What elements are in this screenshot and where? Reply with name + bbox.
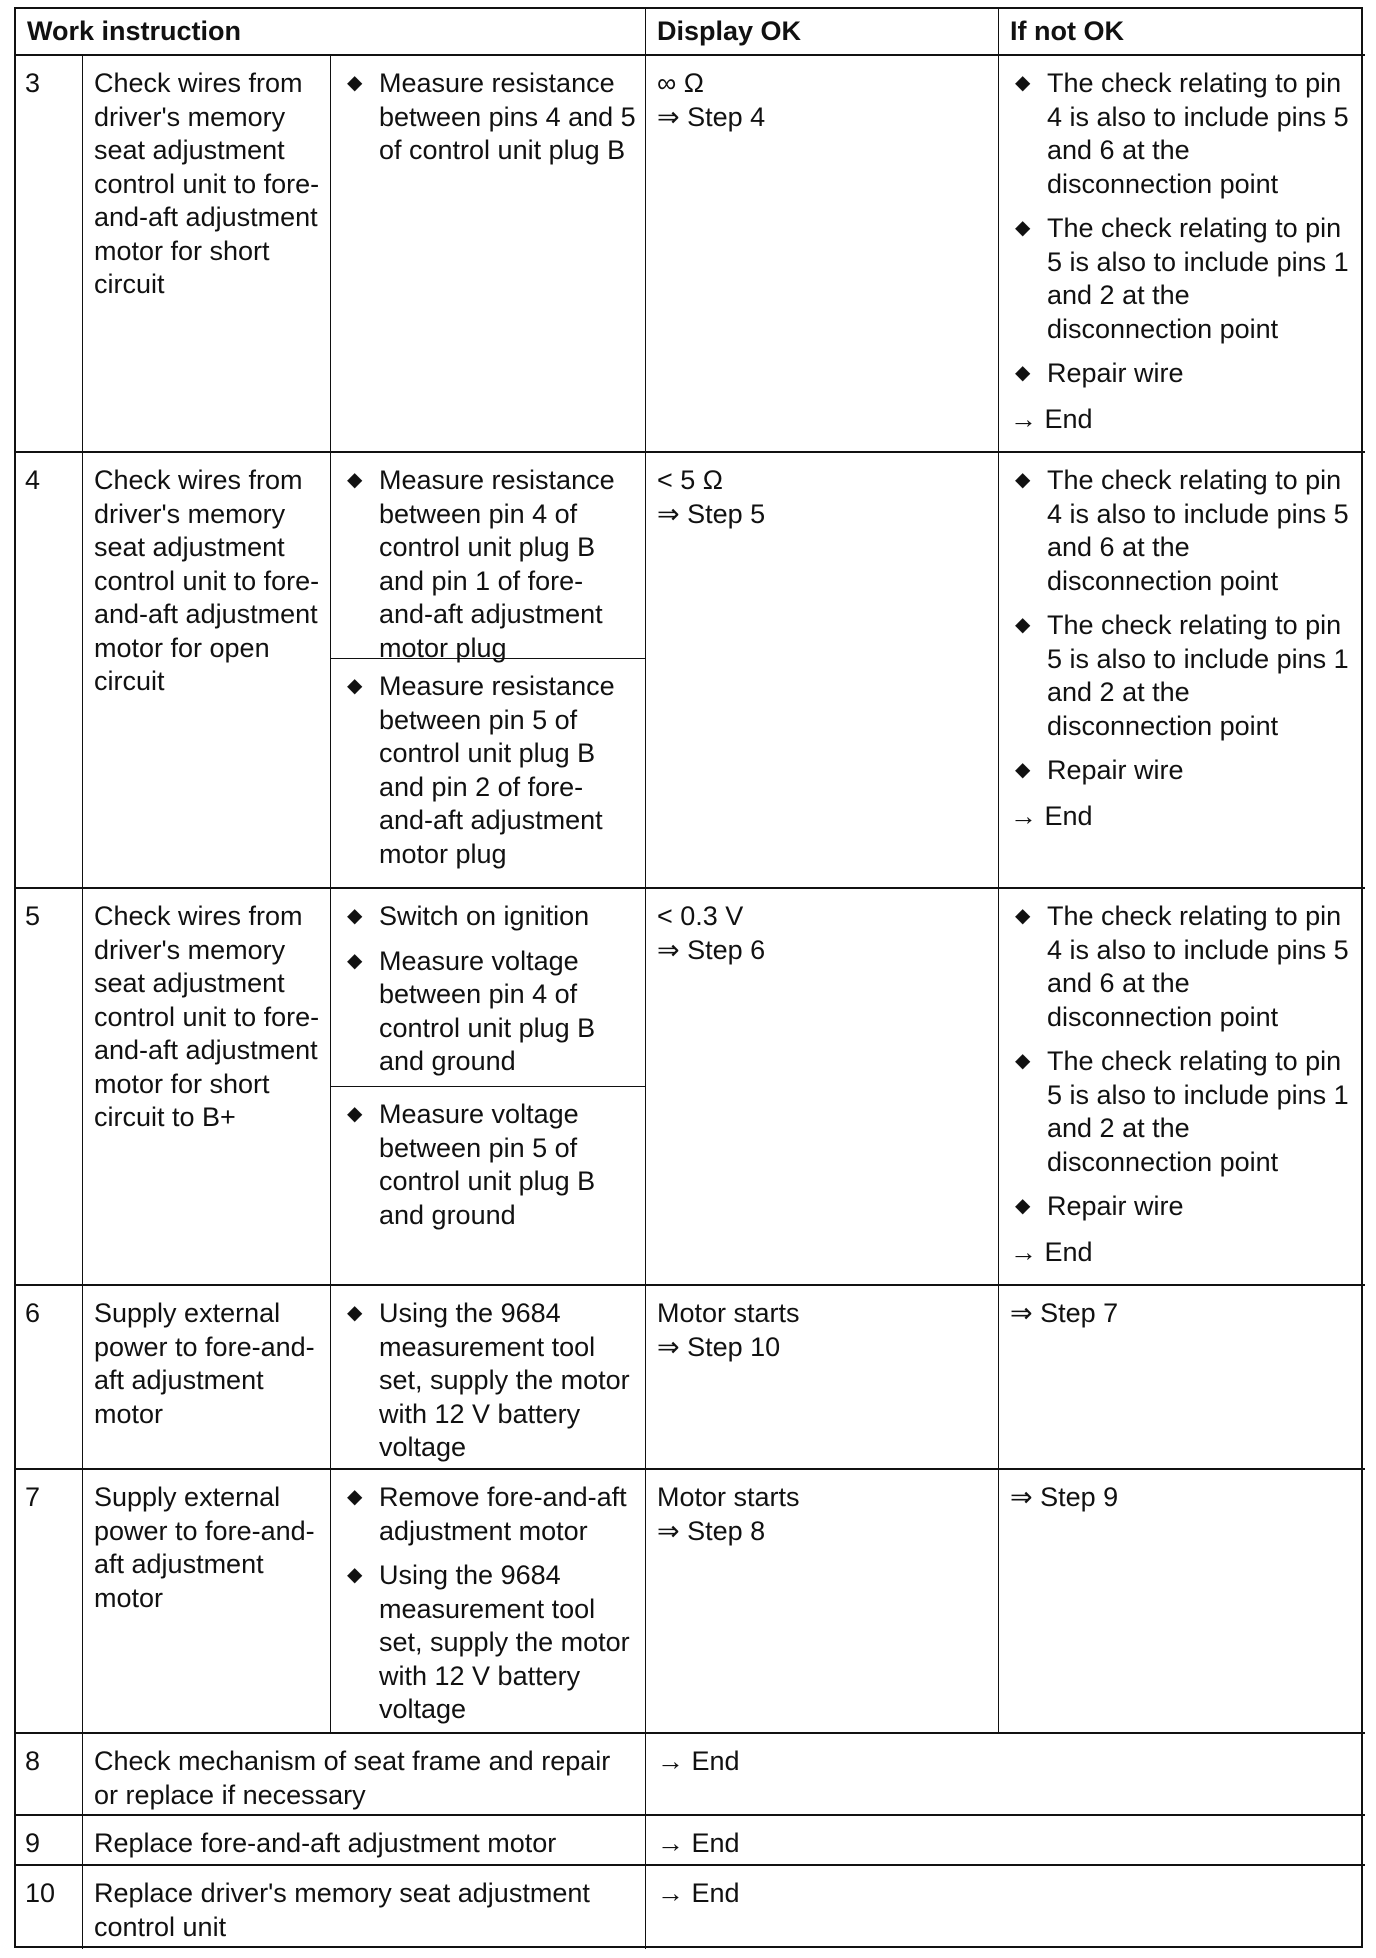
if-not-ok — [999, 889, 1365, 1286]
not-ok-next-step: ⇒ Step 7 — [1010, 1298, 1119, 1328]
end-text: → End — [1010, 1236, 1093, 1267]
step-number — [16, 1286, 83, 1470]
measurement-stack — [331, 56, 645, 451]
measurement-cell — [331, 56, 646, 453]
header-work-instruction — [16, 9, 646, 56]
bullet-text: Remove fore-and-aft adjustment motor — [379, 1482, 627, 1546]
bullet-text: Using the 9684 measurement tool set, supply the motor with 12 V battery voltage — [379, 1560, 630, 1724]
measurement-stack — [331, 889, 645, 1284]
diamond-bullet-icon: ◆ — [1015, 217, 1031, 239]
bullet-item — [342, 1098, 637, 1232]
measurement-group — [331, 889, 645, 1086]
bullet-text: The check relating to pin 4 is also to include pins 5 and 6 at the disconnection point — [1047, 901, 1349, 1032]
result — [646, 1816, 1365, 1866]
diamond-bullet-icon: ◆ — [347, 469, 363, 491]
display-ok — [646, 1470, 999, 1734]
not-ok-next-step: ⇒ Step 9 — [1010, 1482, 1119, 1512]
measurement-group — [331, 1286, 645, 1468]
bullet-text: Switch on ignition — [379, 901, 590, 931]
bullet-list — [342, 900, 637, 1079]
diamond-bullet-icon: ◆ — [347, 1302, 363, 1324]
bullet-item — [342, 945, 637, 1079]
measurement-group — [331, 1470, 645, 1732]
end-text: → End — [1010, 800, 1093, 831]
task-text: Check wires from driver's memory seat adjustment control unit to fore-and-aft adjustment motor for short circuit to B+ — [94, 901, 320, 1132]
diamond-bullet-icon: ◆ — [347, 675, 363, 697]
diamond-bullet-icon: ◆ — [1015, 905, 1031, 927]
measurement-group — [331, 658, 645, 887]
diamond-bullet-icon: ◆ — [1015, 72, 1031, 94]
measurement-group — [331, 1086, 645, 1284]
bullet-list — [342, 67, 637, 168]
diamond-bullet-icon: ◆ — [1015, 469, 1031, 491]
bullet-item — [342, 1559, 637, 1727]
ok-value: Motor starts — [657, 1482, 800, 1512]
step-number-text: 4 — [25, 465, 41, 495]
diamond-bullet-icon: ◆ — [1015, 1050, 1031, 1072]
bullet-text: Measure voltage between pin 4 of control unit plug B and ground — [379, 945, 596, 1076]
bullet-item — [1010, 357, 1355, 391]
bullet-text: The check relating to pin 4 is also to include pins 5 and 6 at the disconnection point — [1047, 465, 1349, 596]
bullet-item — [1010, 1045, 1355, 1179]
step-number — [16, 453, 83, 889]
bullet-list — [1010, 464, 1355, 788]
bullet-text: The check relating to pin 4 is also to include pins 5 and 6 at the disconnection point — [1047, 68, 1349, 199]
step-number-text: 6 — [25, 1298, 41, 1328]
task-text: Supply external power to fore-and-aft adjustment motor — [94, 1298, 315, 1429]
if-not-ok — [999, 1470, 1365, 1734]
diamond-bullet-icon: ◆ — [347, 72, 363, 94]
bullet-text: Measure resistance between pin 4 of control unit plug B and pin 1 of fore-and-aft adjustment motor plug — [379, 465, 615, 663]
task-description — [83, 889, 331, 1286]
task-description — [83, 56, 331, 453]
diamond-bullet-icon: ◆ — [347, 949, 363, 972]
step-number — [16, 1816, 83, 1866]
header-label: Display OK — [657, 16, 802, 46]
diamond-bullet-icon: ◆ — [347, 1486, 363, 1508]
diamond-bullet-icon: ◆ — [347, 1103, 363, 1125]
bullet-text: Measure voltage between pin 5 of control unit plug B and ground — [379, 1099, 596, 1230]
task-description — [83, 1470, 331, 1734]
task-text: Replace fore-and-aft adjustment motor — [94, 1828, 557, 1858]
bullet-list — [342, 464, 637, 665]
step-number-text: 7 — [25, 1482, 41, 1512]
task-description — [83, 1286, 331, 1470]
bullet-item — [1010, 1190, 1355, 1224]
result-text: → End — [657, 1878, 740, 1908]
measurement-cell — [331, 889, 646, 1286]
task-description — [83, 453, 331, 889]
ok-next-step: ⇒ Step 10 — [657, 1331, 781, 1362]
step-number — [16, 889, 83, 1286]
bullet-item — [1010, 464, 1355, 598]
measurement-stack — [331, 453, 645, 887]
display-ok — [646, 889, 999, 1286]
display-ok — [646, 56, 999, 453]
bullet-list — [342, 1481, 637, 1727]
bullet-text: Repair wire — [1047, 358, 1184, 388]
work-instruction-table — [14, 7, 1363, 1948]
bullet-list — [342, 670, 637, 871]
bullet-text: Measure resistance between pins 4 and 5 of control unit plug B — [379, 68, 636, 165]
bullet-item — [342, 670, 637, 871]
bullet-item — [342, 1297, 637, 1465]
bullet-text: Repair wire — [1047, 755, 1184, 785]
measurement-group — [331, 56, 645, 451]
bullet-list — [342, 1297, 637, 1465]
bullet-text: Repair wire — [1047, 1191, 1184, 1221]
header-label: If not OK — [1010, 16, 1124, 46]
ok-next-step: ⇒ Step 5 — [657, 498, 766, 529]
if-not-ok — [999, 453, 1365, 889]
result — [646, 1866, 1365, 1949]
ok-value: < 5 Ω — [657, 465, 723, 495]
bullet-item — [1010, 900, 1355, 1034]
step-number — [16, 1866, 83, 1949]
result-text: → End — [657, 1828, 740, 1858]
step-number-text: 10 — [25, 1878, 56, 1908]
task-text: Supply external power to fore-and-aft adjustment motor — [94, 1482, 315, 1613]
bullet-item — [342, 1481, 637, 1548]
step-number — [16, 56, 83, 453]
measurement-stack — [331, 1286, 645, 1468]
bullet-text: Using the 9684 measurement tool set, supply the motor with 12 V battery voltage — [379, 1298, 630, 1462]
bullet-list — [342, 1098, 637, 1232]
bullet-list — [1010, 67, 1355, 391]
bullet-item — [342, 464, 637, 665]
step-number — [16, 1470, 83, 1734]
header-label: Work instruction — [27, 16, 242, 46]
step-number-text: 3 — [25, 68, 41, 98]
ok-value: < 0.3 V — [657, 901, 744, 931]
header-if-not-ok — [999, 9, 1365, 56]
display-ok — [646, 1286, 999, 1470]
task-text: Check wires from driver's memory seat adjustment control unit to fore-and-aft adjustment motor for short circuit — [94, 68, 320, 299]
ok-next-step: ⇒ Step 4 — [657, 101, 766, 132]
bullet-item — [1010, 212, 1355, 346]
bullet-text: The check relating to pin 5 is also to include pins 1 and 2 at the disconnection point — [1047, 213, 1349, 344]
bullet-list — [1010, 900, 1355, 1224]
if-not-ok — [999, 1286, 1365, 1470]
step-number-text: 9 — [25, 1828, 41, 1858]
end-text: → End — [1010, 403, 1093, 434]
task-text: Check mechanism of seat frame and repair or replace if necessary — [94, 1746, 611, 1810]
measurement-cell — [331, 1286, 646, 1470]
diamond-bullet-icon: ◆ — [347, 1564, 363, 1586]
measurement-cell — [331, 1470, 646, 1734]
bullet-item — [1010, 67, 1355, 201]
task-text: Replace driver's memory seat adjustment control unit — [94, 1878, 590, 1942]
display-ok — [646, 453, 999, 889]
ok-value: ∞ Ω — [657, 68, 704, 98]
diamond-bullet-icon: ◆ — [1015, 759, 1031, 781]
bullet-item — [1010, 754, 1355, 788]
measurement-cell — [331, 453, 646, 889]
result — [646, 1734, 1365, 1816]
task-description — [83, 1866, 646, 1949]
bullet-item — [342, 900, 637, 934]
bullet-item — [342, 67, 637, 168]
measurement-group — [331, 453, 645, 663]
ok-next-step: ⇒ Step 8 — [657, 1515, 766, 1546]
diamond-bullet-icon: ◆ — [1015, 614, 1031, 636]
bullet-text: The check relating to pin 5 is also to include pins 1 and 2 at the disconnection point — [1047, 1046, 1349, 1177]
ok-next-step: ⇒ Step 6 — [657, 934, 766, 965]
measurement-stack — [331, 1470, 645, 1732]
bullet-text: Measure resistance between pin 5 of control unit plug B and pin 2 of fore-and-aft adjustment motor plug — [379, 671, 615, 869]
diamond-bullet-icon: ◆ — [1015, 362, 1031, 384]
if-not-ok — [999, 56, 1365, 453]
step-number — [16, 1734, 83, 1816]
diamond-bullet-icon: ◆ — [1015, 1195, 1031, 1217]
bullet-text: The check relating to pin 5 is also to include pins 1 and 2 at the disconnection point — [1047, 610, 1349, 741]
task-text: Check wires from driver's memory seat adjustment control unit to fore-and-aft adjustment motor for open circuit — [94, 465, 320, 696]
task-description — [83, 1734, 646, 1816]
bullet-item — [1010, 609, 1355, 743]
result-text: → End — [657, 1746, 740, 1776]
step-number-text: 5 — [25, 901, 41, 931]
ok-value: Motor starts — [657, 1298, 800, 1328]
task-description — [83, 1816, 646, 1866]
diamond-bullet-icon: ◆ — [347, 905, 363, 927]
step-number-text: 8 — [25, 1746, 41, 1776]
header-display-ok — [646, 9, 999, 56]
